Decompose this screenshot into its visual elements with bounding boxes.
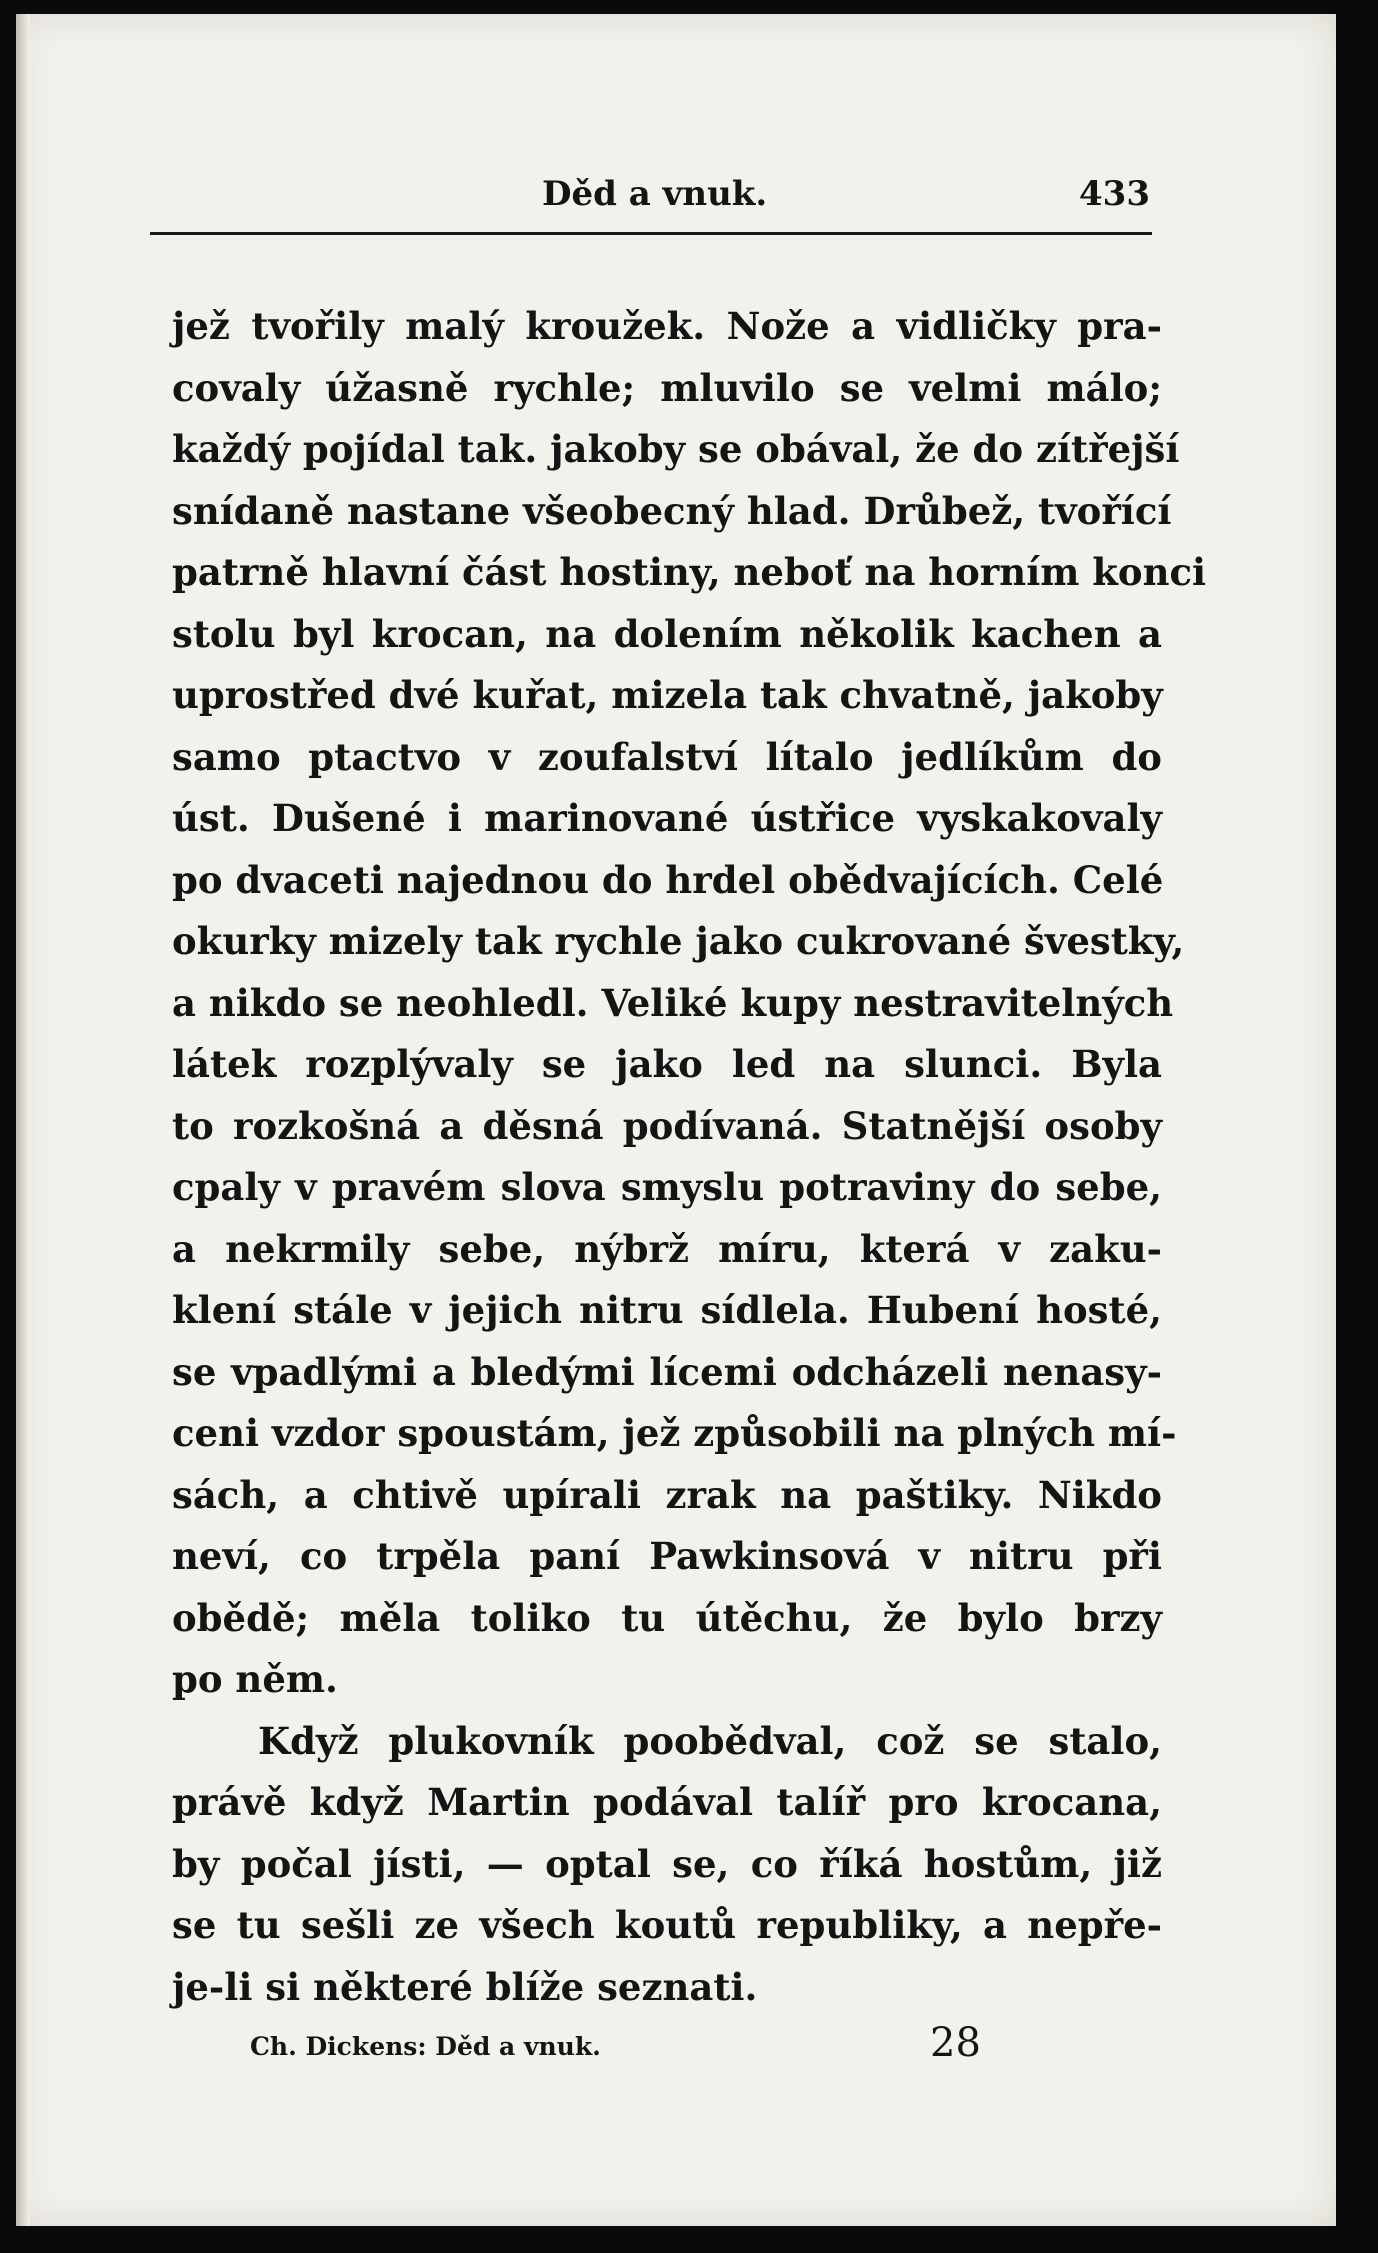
text-line: obědě; měla toliko tu útěchu, že bylo brzy (172, 1595, 1162, 1640)
text-line: každý pojídal tak. jakoby se obával, že do zítřejší (172, 427, 1180, 471)
text-line: by počal jísti, — optal se, co říká hostům, již (172, 1841, 1162, 1886)
text-line: uprostřed dvé kuřat, mizela tak chvatně, jakoby (172, 673, 1163, 717)
text-line: právě když Martin podával talíř pro krocana, (172, 1780, 1162, 1824)
text-line: patrně hlavní část hostiny, neboť na horním konci (172, 550, 1207, 594)
text-line: to rozkošná a děsná podívaná. Statnější osoby (172, 1103, 1162, 1148)
paragraph-end-line: po něm. (172, 1657, 338, 1701)
text-line: okurky mizely tak rychle jako cukrované švestky, (172, 919, 1185, 963)
page-number: 433 (1079, 174, 1150, 214)
text-line: stolu byl krocan, na dolením několik kachen a (172, 611, 1162, 656)
text-line: a nekrmily sebe, nýbrž míru, která v zaku- (172, 1226, 1162, 1271)
paragraph-start-line: Když plukovník poobědval, což se stalo, (258, 1718, 1162, 1763)
page-footer (250, 2020, 1150, 2080)
sheet-number: 28 (930, 2020, 981, 2066)
paragraph-end-line: je-li si některé blíže seznati. (172, 1964, 758, 2009)
text-line: klení stále v jejich nitru sídlela. Hubení hosté, (172, 1288, 1162, 1332)
text-line: covaly úžasně rychle; mluvilo se velmi málo; (172, 365, 1162, 410)
text-line: sách, a chtivě upírali zrak na paštiky. Nikdo (172, 1472, 1162, 1517)
text-line: jež tvořily malý kroužek. Nože a vidličky pra- (172, 304, 1162, 348)
running-title: Děd a vnuk. (542, 174, 768, 214)
header-rule (150, 232, 1152, 235)
text-line: úst. Dušené i marinované ústřice vyskakovaly (172, 796, 1162, 840)
text-line: se vpadlými a bledými lícemi odcházeli nenasy- (172, 1349, 1162, 1394)
text-line: neví, co trpěla paní Pawkinsová v nitru při (172, 1534, 1162, 1578)
text-line: látek rozplývaly se jako led na slunci. Byla (172, 1042, 1162, 1086)
text-line: samo ptactvo v zoufalství lítalo jedlíkům do (172, 734, 1162, 779)
printer-signature: Ch. Dickens: Děd a vnuk. (250, 2032, 601, 2061)
body-text (172, 296, 1207, 2018)
text-line: cpaly v pravém slova smyslu potraviny do sebe, (172, 1165, 1162, 1209)
page-gutter-shadow (16, 14, 30, 2226)
text-line: snídaně nastane všeobecný hlad. Drůbež, tvořící (172, 488, 1172, 533)
text-line: a nikdo se neohledl. Veliké kupy nestravitelných (172, 980, 1174, 1025)
text-line: ceni vzdor spoustám, jež způsobili na plných mí- (172, 1411, 1177, 1455)
page-header (150, 168, 1150, 228)
text-line: se tu sešli ze všech koutů republiky, a nepře- (172, 1903, 1162, 1947)
text-line: po dvaceti najednou do hrdel obědvajících. Celé (172, 857, 1164, 902)
